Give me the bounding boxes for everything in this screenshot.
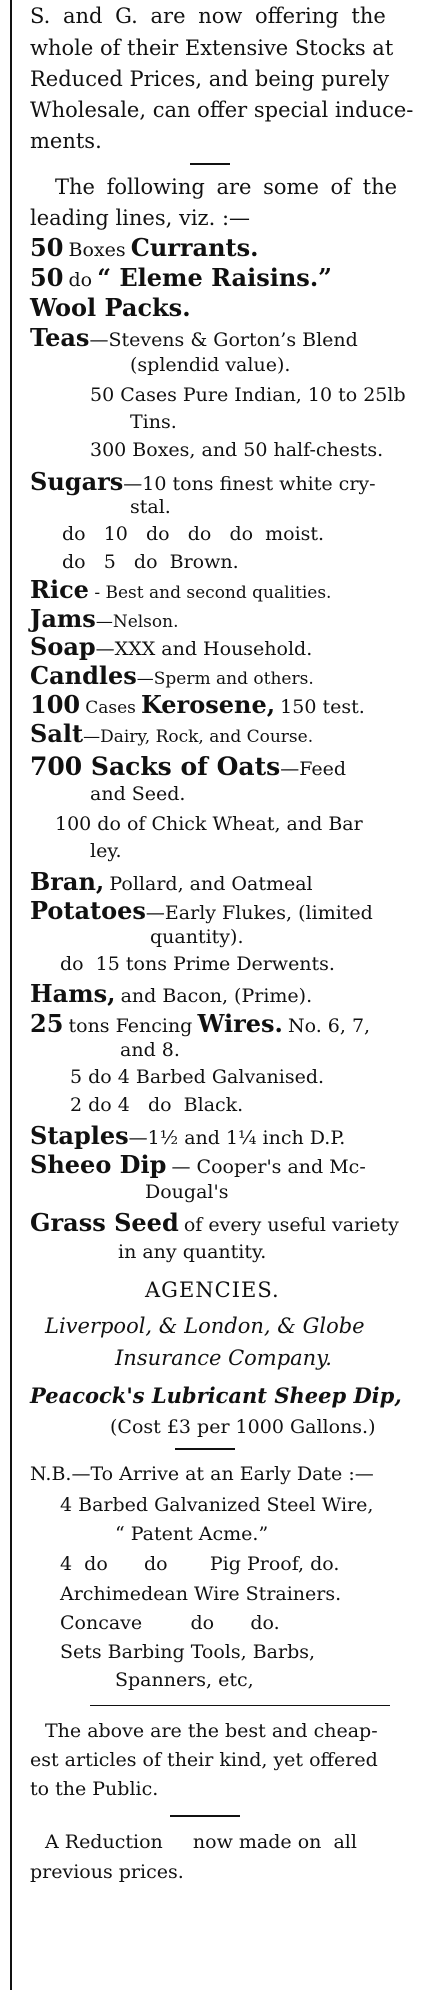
item-hams: Hams, and Bacon, (Prime). bbox=[30, 979, 313, 1008]
intro-line-2: whole of their Extensive Stocks at bbox=[30, 36, 394, 60]
intro-line-5: ments. bbox=[30, 129, 102, 153]
closing-line-3: to the Public. bbox=[30, 1778, 159, 1800]
separator-rule bbox=[190, 163, 230, 165]
agency-line-2: Insurance Company. bbox=[115, 1346, 332, 1370]
wires-line-2: and 8. bbox=[120, 1039, 180, 1061]
item-sheep-dip: Sheeo Dip — Cooper's and Mc- bbox=[30, 1150, 366, 1179]
closing-line-2: est articles of their kind, yet offered bbox=[30, 1749, 378, 1771]
separator-rule bbox=[175, 1448, 235, 1450]
item-bran: Bran, Pollard, and Oatmeal bbox=[30, 867, 313, 896]
item-salt: Salt—Dairy, Rock, and Course. bbox=[30, 719, 314, 748]
closing-line-1: The above are the best and cheap- bbox=[45, 1720, 378, 1742]
separator-rule bbox=[90, 1705, 390, 1706]
agencies-heading: AGENCIES. bbox=[145, 1278, 280, 1302]
agency-line-1: Liverpool, & London, & Globe bbox=[45, 1314, 365, 1338]
grass-seed-line-2: in any quantity. bbox=[118, 1241, 267, 1263]
column-rule bbox=[10, 0, 12, 1990]
item-teas: Teas—Stevens & Gorton’s Blend bbox=[30, 323, 358, 352]
potatoes-line-2: quantity). bbox=[150, 926, 244, 948]
item-wool-packs: Wool Packs. bbox=[30, 293, 191, 322]
agency-line-4: (Cost £3 per 1000 Gallons.) bbox=[110, 1416, 376, 1438]
teas-line-3: 50 Cases Pure Indian, 10 to 25lb bbox=[90, 384, 406, 406]
nb-line-2: 4 Barbed Galvanized Steel Wire, bbox=[60, 1494, 374, 1516]
item-soap: Soap—XXX and Household. bbox=[30, 632, 313, 661]
item-rice: Rice - Best and second qualities. bbox=[30, 575, 332, 604]
item-sugars: Sugars—10 tons finest white cry- bbox=[30, 467, 376, 496]
item-fencing-wires: 25 tons Fencing Wires. No. 6, 7, bbox=[30, 1009, 371, 1038]
nb-line-3: “ Patent Acme.” bbox=[115, 1523, 269, 1545]
following-line-2: leading lines, viz. :— bbox=[30, 206, 251, 230]
wires-line-4: 2 do 4 do Black. bbox=[70, 1094, 244, 1116]
intro-line-1: S. and G. are now offering the bbox=[30, 4, 386, 28]
item-potatoes: Potatoes—Early Flukes, (limited bbox=[30, 896, 373, 925]
closing-line-4: A Reduction now made on all bbox=[45, 1831, 357, 1853]
nb-line-1: N.B.—To Arrive at an Early Date :— bbox=[30, 1463, 374, 1485]
potatoes-line-3: do 15 tons Prime Derwents. bbox=[60, 953, 335, 975]
wires-line-3: 5 do 4 Barbed Galvanised. bbox=[70, 1066, 325, 1088]
agency-line-3: Peacock's Lubricant Sheep Dip, bbox=[30, 1383, 402, 1408]
nb-line-8: Spanners, etc, bbox=[115, 1669, 254, 1691]
nb-line-4: 4 do do Pig Proof, do. bbox=[60, 1553, 340, 1575]
intro-line-3: Reduced Prices, and being purely bbox=[30, 67, 390, 91]
closing-line-5: previous prices. bbox=[30, 1861, 184, 1883]
following-line-1: The following are some of the bbox=[55, 175, 398, 199]
sugars-line-4: do 5 do Brown. bbox=[62, 551, 239, 573]
item-staples: Staples—1½ and 1¼ inch D.P. bbox=[30, 1121, 346, 1150]
item-kerosene: 100 Cases Kerosene, 150 test. bbox=[30, 690, 365, 719]
item-currants: 50 Boxes Currants. bbox=[30, 233, 259, 262]
nb-line-5: Archimedean Wire Strainers. bbox=[60, 1583, 342, 1605]
oats-line-2: and Seed. bbox=[90, 783, 186, 805]
sugars-line-2: stal. bbox=[130, 496, 171, 518]
item-grass-seed: Grass Seed of every useful variety bbox=[30, 1208, 399, 1237]
separator-rule bbox=[170, 1815, 240, 1817]
sheep-dip-line-2: Dougal's bbox=[145, 1181, 229, 1203]
intro-line-4: Wholesale, can offer special induce- bbox=[30, 98, 414, 122]
nb-line-6: Concave do do. bbox=[60, 1612, 280, 1634]
item-jams: Jams—Nelson. bbox=[30, 604, 179, 633]
item-candles: Candles—Sperm and others. bbox=[30, 661, 314, 690]
teas-line-5: 300 Boxes, and 50 half-chests. bbox=[90, 439, 384, 461]
item-oats: 700 Sacks of Oats—Feed bbox=[30, 752, 346, 781]
sugars-line-3: do 10 do do do moist. bbox=[62, 523, 325, 545]
nb-line-7: Sets Barbing Tools, Barbs, bbox=[60, 1641, 316, 1663]
item-raisins: 50 do “ Eleme Raisins.” bbox=[30, 263, 332, 292]
chick-wheat-line-2: ley. bbox=[90, 840, 122, 862]
chick-wheat-line-1: 100 do of Chick Wheat, and Bar bbox=[55, 813, 363, 835]
teas-line-4: Tins. bbox=[130, 411, 177, 433]
teas-line-2: (splendid value). bbox=[130, 354, 291, 376]
